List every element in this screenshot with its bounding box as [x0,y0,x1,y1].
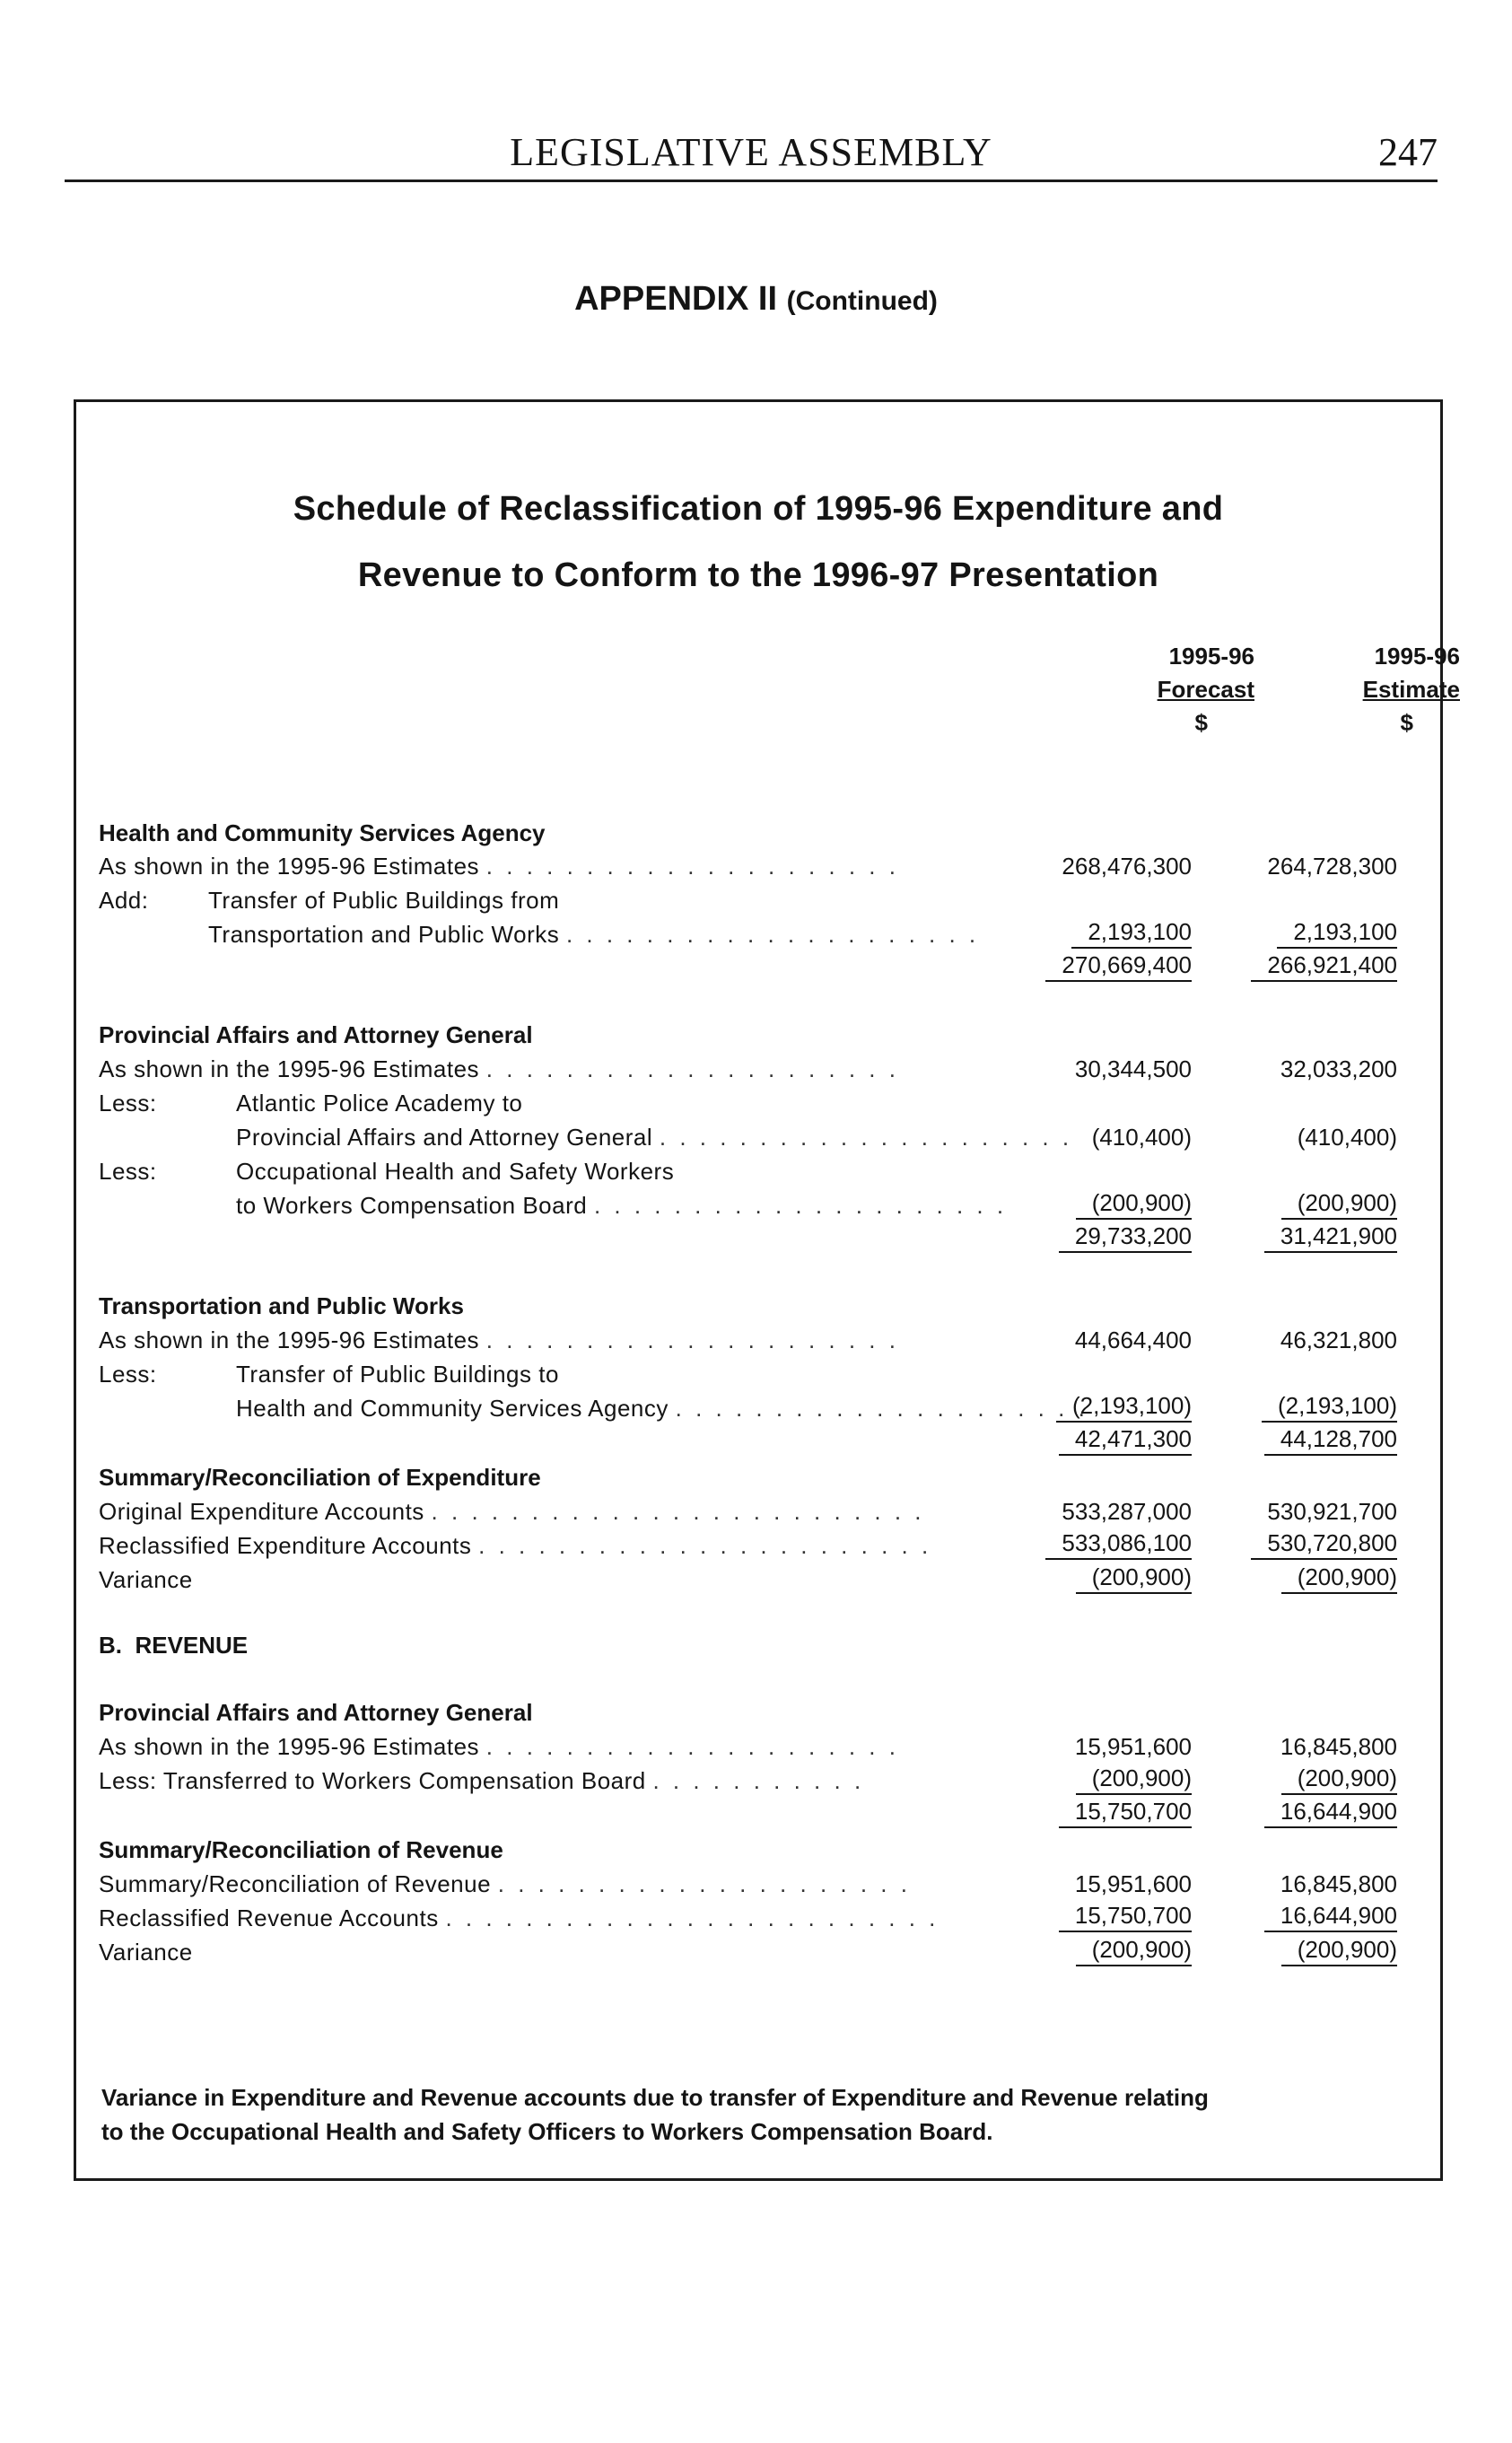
section-heading-health: Health and Community Services Agency [99,819,546,846]
column-header-forecast [1075,640,1254,740]
section-label-revenue: B. REVENUE [99,1632,249,1659]
forecast-value: (200,900) [1076,1562,1192,1594]
estimate-value: 16,845,800 [1280,1870,1397,1897]
row-label: Reclassified Revenue Accounts [99,1904,439,1931]
forecast-value: 30,344,500 [1074,1055,1192,1082]
forecast-value: 2,193,100 [1071,916,1192,949]
table-row: Health and Community Services Agency . . . . . . . . . . . . . . . . . . . . . (2,193,100) (2,193,100) [236,1392,1397,1422]
forecast-value: (200,900) [1076,1763,1192,1795]
row-prefix: Less: [99,1158,157,1185]
estimate-value: 32,033,200 [1280,1055,1397,1082]
table-row: As shown in the 1995-96 Estimates . . . . . . . . . . . . . . . . . . . . . 15,951,600 16,845,800 [99,1729,1427,1764]
table-row: As shown in the 1995-96 Estimates . . . . . . . . . . . . . . . . . . . . . 268,476,300 264,728,300 [99,848,1427,884]
forecast-value: 15,951,600 [1074,1733,1192,1760]
section-heading-provincial: Provincial Affairs and Attorney General [99,1021,533,1048]
estimate-value: (200,900) [1281,1187,1397,1220]
section-heading-summary-revenue: Summary/Reconciliation of Revenue [99,1836,503,1863]
table-row: Original Expenditure Accounts . . . . . . . . . . . . . . . . . . . . . . . . . 533,287,000 530,921,700 [99,1493,1427,1529]
estimate-total: 44,128,700 [1264,1423,1397,1456]
row-label: Variance [99,1566,193,1593]
page-number: 247 [1378,130,1438,174]
forecast-value: 533,086,100 [1045,1528,1192,1560]
estimate-value: 530,720,800 [1251,1528,1397,1560]
forecast-value: (200,900) [1076,1934,1192,1966]
table-row-total [99,950,1427,985]
row-label: Less: Transferred to Workers Compensation Board [99,1767,646,1794]
row-label: Variance [99,1939,193,1966]
appendix-title [0,280,1512,319]
column-label: Forecast [1157,676,1254,703]
forecast-value: 533,287,000 [1062,1498,1192,1525]
row-label: Transfer of Public Buildings to [236,1361,559,1388]
row-label: Provincial Affairs and Attorney General [236,1124,653,1151]
row-label: Transfer of Public Buildings from [208,887,560,914]
estimate-value: (200,900) [1281,1562,1397,1594]
row-prefix: Less: [99,1090,157,1116]
estimate-value: 2,193,100 [1277,916,1397,949]
forecast-value: (2,193,100) [1056,1390,1192,1423]
row-label: to Workers Compensation Board [236,1192,588,1219]
forecast-total: 42,471,300 [1059,1423,1192,1456]
section-heading-transport: Transportation and Public Works [99,1292,464,1319]
forecast-value: 15,750,700 [1059,1900,1192,1932]
row-label: As shown in the 1995-96 Estimates [99,853,480,880]
row-label: Summary/Reconciliation of Revenue [99,1870,492,1897]
appendix-label: APPENDIX II [574,280,778,318]
column-header-estimate [1280,640,1460,740]
forecast-value: 44,664,400 [1074,1327,1192,1353]
header-title: LEGISLATIVE ASSEMBLY [510,130,992,174]
forecast-total: 29,733,200 [1059,1221,1192,1253]
estimate-value: 264,728,300 [1267,853,1397,880]
estimate-total: 16,644,900 [1264,1796,1397,1828]
forecast-value: 15,951,600 [1074,1870,1192,1897]
estimate-value: 46,321,800 [1280,1327,1397,1353]
table-row [99,1562,1427,1598]
column-year: 1995-96 [1374,643,1460,670]
estimate-value: 16,845,800 [1280,1733,1397,1760]
column-year: 1995-96 [1168,643,1254,670]
column-label: Estimate [1362,676,1460,703]
row-label: As shown in the 1995-96 Estimates [99,1733,480,1760]
row-label: Atlantic Police Academy to [236,1090,523,1116]
schedule-title-line1: Schedule of Reclassification of 1995-96 Expenditure and [293,490,1224,528]
table-row [99,1356,1427,1392]
table-row: Provincial Affairs and Attorney General . . . . . . . . . . . . . . . . . . . . . (410,400) (410,400) [99,1119,1427,1155]
table-row [99,882,1427,918]
schedule-title-line2: Revenue to Conform to the 1996-97 Presentation [357,556,1159,594]
row-label: As shown in the 1995-96 Estimates [99,1327,480,1353]
table-row: Summary/Reconciliation of Revenue . . . . . . . . . . . . . . . . . . . . . 15,951,600 16,845,800 [99,1866,1427,1902]
row-prefix: Less: [99,1361,157,1388]
note-line: to the Occupational Health and Safety Officers to Workers Compensation Board. [101,2118,993,2145]
estimate-total: 266,921,400 [1251,950,1397,982]
table-row: to Workers Compensation Board . . . . . . . . . . . . . . . . . . . . . (200,900) (200,900) [236,1189,1397,1219]
row-label: Occupational Health and Safety Workers [236,1158,675,1185]
table-row: Transportation and Public Works . . . . . . . . . . . . . . . . . . . . . 2,193,100 2,193,100 [208,918,1397,948]
row-label: Reclassified Expenditure Accounts [99,1532,472,1559]
table-row [99,1085,1427,1121]
forecast-value: 268,476,300 [1062,853,1192,880]
appendix-continued: (Continued) [786,286,938,316]
row-label: Health and Community Services Agency [236,1395,669,1422]
estimate-value: (410,400) [1297,1124,1397,1151]
column-unit: $ [1194,709,1208,736]
row-prefix: Add: [99,887,149,914]
table-row-total [99,1221,1427,1257]
section-heading-summary-expenditure: Summary/Reconciliation of Expenditure [99,1464,541,1491]
variance-note [101,2080,1403,2149]
estimate-value: 16,644,900 [1264,1900,1397,1932]
table-row: As shown in the 1995-96 Estimates . . . . . . . . . . . . . . . . . . . . . 30,344,500 32,033,200 [99,1051,1427,1087]
estimate-value: 530,921,700 [1267,1498,1397,1525]
table-row-total [99,1796,1427,1832]
note-line: Variance in Expenditure and Revenue accounts due to transfer of Expenditure and Revenue relating [101,2084,1209,2111]
row-label: Transportation and Public Works [208,921,560,948]
forecast-total: 270,669,400 [1045,950,1192,982]
estimate-value: (200,900) [1281,1763,1397,1795]
forecast-value: (200,900) [1076,1187,1192,1220]
column-unit: $ [1400,709,1413,736]
table-row: Less: Transferred to Workers Compensation Board . . . . . . . . . . . (200,900) (200,900) [99,1764,1397,1794]
table-row: As shown in the 1995-96 Estimates . . . . . . . . . . . . . . . . . . . . . 44,664,400 46,321,800 [99,1322,1427,1358]
table-row-total [99,1423,1427,1459]
page-header [65,124,1438,182]
estimate-value: (200,900) [1281,1934,1397,1966]
estimate-total: 31,421,900 [1264,1221,1397,1253]
table-row [99,1934,1427,1970]
section-heading-revenue-provincial: Provincial Affairs and Attorney General [99,1699,533,1726]
forecast-value: (410,400) [1091,1124,1192,1151]
table-row: Reclassified Revenue Accounts . . . . . . . . . . . . . . . . . . . . . . . . . 15,750,700 16,644,900 [99,1902,1397,1931]
row-label: As shown in the 1995-96 Estimates [99,1055,480,1082]
schedule-box [74,399,1460,2181]
forecast-total: 15,750,700 [1059,1796,1192,1828]
table-row [99,1153,1427,1189]
row-label: Original Expenditure Accounts [99,1498,424,1525]
table-row: Reclassified Expenditure Accounts . . . . . . . . . . . . . . . . . . . . . . . 533,086,100 530,720,800 [99,1529,1397,1559]
estimate-value: (2,193,100) [1262,1390,1397,1423]
